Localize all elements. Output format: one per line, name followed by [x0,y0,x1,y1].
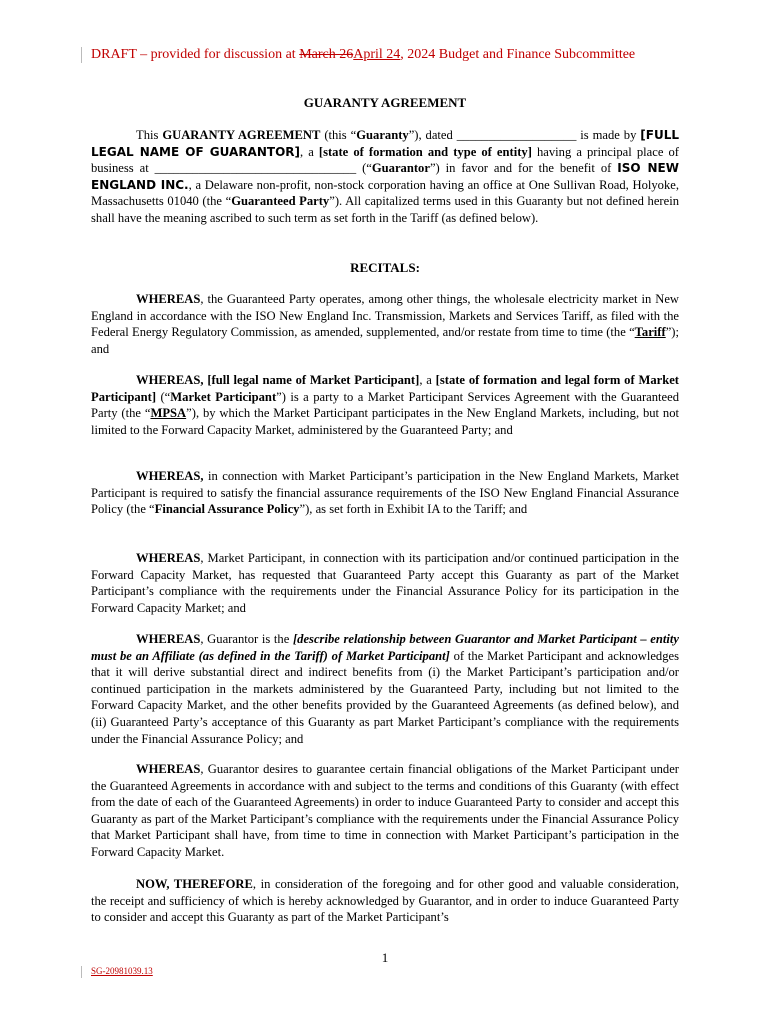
document-title: GUARANTY AGREEMENT [303,95,467,110]
deleted-date: March 26 [299,47,354,62]
recitals-heading: RECITALS: [350,260,420,275]
whereas-paragraph-6: WHEREAS, Guarantor desires to guarantee certain financial obligations of the Market Participant under the Guaranteed Agreements in accordance with and subject to the terms and conditions of this Guaranty (with effect from the date of each of the Guaranteed Agreements) in order to induce Guaranteed Party to consider and accept this Guaranty as part of the Market Participant’s compliance with the requirements under the Financial Assurance Policy that Market Participant shall have, from time to time in connection with Market Participant’s participation in the Forward Capacity Market. [91,762,679,859]
footer-change-bar [81,966,82,978]
draft-header [91,47,635,63]
inserted-date: April 24 [353,47,401,62]
whereas-paragraph-1: WHEREAS, the Guaranteed Party operates, among other things, the wholesale electricity market in New England in accordance with the ISO New England Inc. Transmission, Markets and Services Tariff, as filed with the Federal Energy Regulatory Commission, as amended, supplemented, and/or restate from time to time (the “Tariff”); and [91,292,679,356]
whereas-paragraph-2: WHEREAS, [full legal name of Market Participant], a [state of formation and legal form of Market Participant] (“Market Participant”) is a party to a Market Participant Services Agreement with the Guaranteed Party (the “MPSA”), by which the Market Participant participates in the New England Markets, including, but not limited to the Forward Capacity Market, administered by the Guaranteed Party; and [91,373,680,437]
change-bar [81,47,82,63]
whereas-paragraph-4: WHEREAS, Market Participant, in connection with its participation and/or continued participation in the Forward Capacity Market, has requested that Guaranteed Party accept this Guaranty as part of the Market Participant’s compliance with the requirements under the Financial Assurance Policy for its participation in the Forward Capacity Market; and [91,551,679,615]
intro-paragraph: This GUARANTY AGREEMENT (this “Guaranty”), dated ___________________ is made by [FULL LEGAL NAME OF GUARANTOR], a [state of formation and type of entity] having a principal place of business at ________________________________ (“Guarantor”) in favor and for the benefit of ISO NEW ENGLAND INC., a Delaware non-profit, non-stock corporation having an office at One Sullivan Road, Holyoke, Massachusetts 01040 (the “Guaranteed Party”). All capitalized terms used in this Guaranty but not defined herein shall have the meaning ascribed to such term as set forth in the Tariff (as defined below). [91,128,679,225]
draft-prefix: DRAFT – provided for discussion at [91,47,300,62]
page-number: 1 [381,950,389,965]
document-id: SG-20981039.13 [91,966,153,976]
whereas-paragraph-3: WHEREAS, in connection with Market Participant’s participation in the New England Markets, Market Participant is required to satisfy the financial assurance requirements of the ISO New England Financial Assurance Policy (the “Financial Assurance Policy”), as set forth in Exhibit IA to the Tariff; and [91,469,679,517]
now-therefore-paragraph: NOW, THEREFORE, in consideration of the foregoing and for other good and valuable consideration, the receipt and sufficiency of which is hereby acknowledged by Guarantor, and in order to induce Guaranteed Party to consider and accept this Guaranty as part of the Market Participant’s [91,877,679,925]
draft-suffix: , 2024 Budget and Finance Subcommittee [400,47,636,62]
whereas-paragraph-5: WHEREAS, Guarantor is the [describe relationship between Guarantor and Market Participant – entity must be an Affiliate (as defined in the Tariff) of Market Participant] of the Market Participant and acknowledges that it will derive substantial direct and indirect benefits from (i) the Market Participant’s participation and/or continued participation in the markets administered by the Guaranteed Party, including but not limited to the Forward Capacity Market, and the other benefits provided by the Guaranteed Agreements (as defined below), and (ii) Guaranteed Party’s acceptance of this Guaranty as part Market Participant’s compliance with the requirements under the Financial Assurance Policy; and [91,632,679,746]
